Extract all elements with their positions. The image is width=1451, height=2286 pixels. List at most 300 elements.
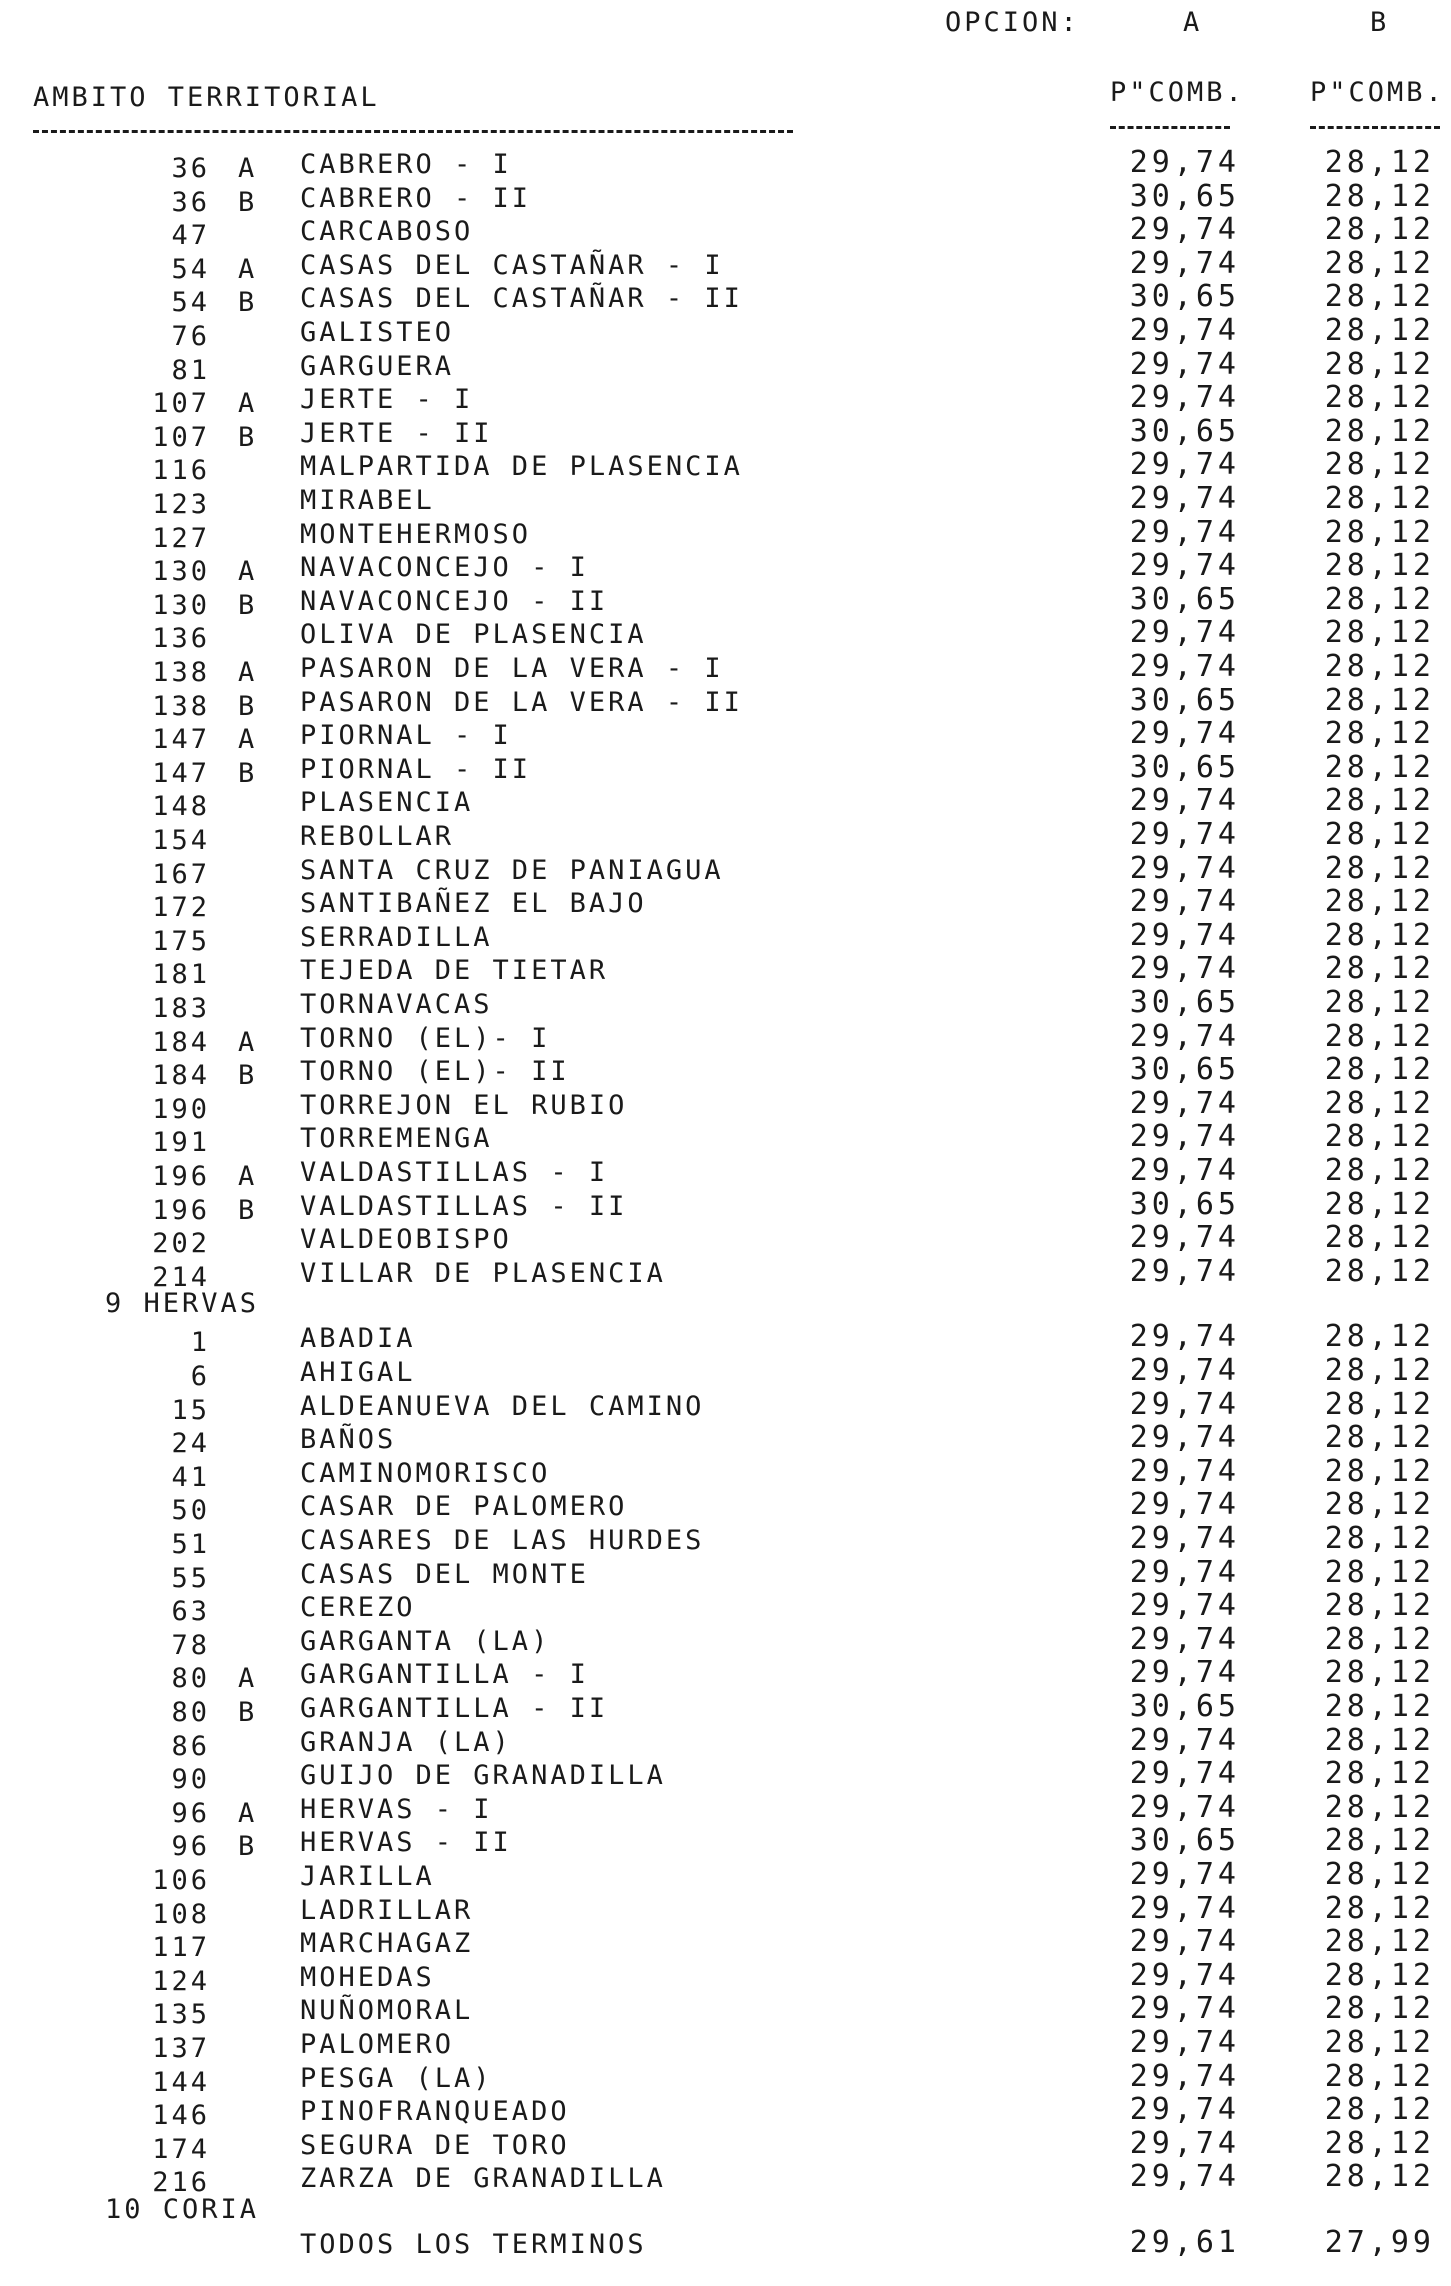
table-row [0,1957,1451,1997]
table-row [0,1722,1451,1762]
row-number: 107 [152,388,210,420]
value-option-b: 28,12 [1324,1588,1435,1624]
row-number: 181 [152,959,210,991]
row-suffix-letter: B [238,1060,258,1092]
value-option-b: 28,12 [1324,1991,1435,2027]
row-number: 135 [152,1999,210,2031]
table-row [0,2024,1451,2064]
value-option-b: 28,12 [1324,1554,1435,1590]
territory-name: GRANJA (LA) [300,1726,512,1758]
table-row [0,245,1451,285]
value-option-b: 28,12 [1324,649,1435,684]
territory-name: MOHEDAS [300,1961,435,1993]
column-a-heading: P"COMB. [1110,77,1245,108]
column-a-underline [1110,126,1230,129]
value-option-a: 29,74 [1129,1453,1240,1489]
row-number: 50 [171,1495,210,1527]
row-suffix-letter: A [238,657,258,688]
row-suffix-letter: B [238,186,258,218]
territory-name: VALDEOBISPO [300,1224,512,1256]
value-option-b: 28,12 [1324,1186,1435,1222]
value-option-a: 29,74 [1129,1487,1240,1523]
value-option-b: 28,12 [1324,1253,1435,1289]
row-number: 81 [171,354,210,386]
territory-name: ALDEANUEVA DEL CAMINO [300,1390,705,1422]
table-row [0,1621,1451,1661]
value-option-b: 28,12 [1324,279,1435,315]
territory-name: SERRADILLA [300,921,493,953]
value-option-b: 28,12 [1324,1352,1435,1388]
value-option-a: 29,74 [1129,548,1240,584]
table-row [0,716,1451,756]
ambito-territorial-heading: AMBITO TERRITORIAL [33,82,380,113]
row-number: 147 [152,724,210,756]
value-option-b: 28,12 [1324,2159,1435,2195]
value-option-a: 29,74 [1129,1085,1240,1121]
value-option-b: 28,12 [1324,380,1435,416]
table-row [0,1119,1451,1159]
table-row [0,1554,1451,1594]
value-option-a: 29,74 [1129,1621,1240,1657]
table-row [0,346,1451,386]
row-number: 137 [152,2032,210,2064]
row-number: 116 [152,455,210,487]
territory-name: NUÑOMORAL [300,1995,474,2027]
value-option-b: 28,12 [1324,917,1435,953]
table-row [0,581,1451,621]
territory-name: PALOMERO [300,2028,455,2060]
table-row [0,481,1451,520]
value-option-b: 28,12 [1324,145,1435,180]
table-row [0,615,1451,655]
value-option-b: 28,12 [1324,178,1435,214]
territory-name: TORNO (EL)- I [300,1022,551,1054]
value-option-a: 30,65 [1129,682,1240,718]
table-row [0,1823,1451,1863]
territory-name: CEREZO [300,1592,416,1624]
territory-name: PINOFRANQUEADO [300,2096,570,2128]
territory-name: PLASENCIA [300,787,474,819]
table-row [0,1688,1451,1728]
table-row [0,1220,1451,1260]
value-option-b: 28,12 [1324,212,1435,248]
row-suffix-letter: A [238,153,258,184]
value-option-a: 29,74 [1129,783,1240,819]
value-option-a: 29,74 [1129,346,1240,382]
table-row [0,1655,1451,1695]
value-option-b: 28,12 [1324,481,1435,516]
column-b-underline [1310,126,1440,129]
value-option-b: 27,99 [1324,2224,1435,2260]
value-option-b: 28,12 [1324,2058,1435,2094]
value-option-b: 28,12 [1324,817,1435,852]
value-option-b: 28,12 [1324,850,1435,886]
value-option-a: 29,74 [1129,615,1240,651]
row-number: 51 [171,1528,210,1560]
value-option-b: 28,12 [1324,1957,1435,1993]
value-option-a: 29,74 [1129,1018,1240,1054]
territory-name: GARGANTILLA - II [300,1692,609,1724]
territory-name: GARGUERA [300,350,455,382]
territory-name: SANTIBAÑEZ EL BAJO [300,888,647,920]
value-option-a: 29,74 [1129,1153,1240,1188]
value-option-b: 28,12 [1324,2092,1435,2128]
row-suffix-letter: B [238,589,258,621]
territory-name: REBOLLAR [300,821,455,852]
row-number: 96 [171,1797,210,1829]
value-option-a: 29,74 [1129,1991,1240,2027]
table-row [0,649,1451,688]
value-option-a: 29,74 [1129,1890,1240,1926]
table-row [0,817,1451,856]
row-suffix-letter: A [238,1663,258,1695]
table-row [0,1319,1451,1359]
opcion-label: OPCION: [945,7,1080,38]
table-row [0,2224,1451,2262]
table-row [0,313,1451,352]
territory-name: CABRERO - II [300,182,532,214]
value-option-b: 28,12 [1324,1386,1435,1422]
territory-name: GARGANTA (LA) [300,1625,551,1657]
value-option-a: 29,74 [1129,1655,1240,1691]
row-number: 130 [152,589,210,621]
value-option-b: 28,12 [1324,951,1435,987]
row-suffix-letter: B [238,421,258,453]
table-row [0,1018,1451,1058]
value-option-b: 28,12 [1324,716,1435,752]
row-number: 24 [171,1428,210,1460]
row-number: 124 [152,1965,210,1997]
value-option-a: 29,74 [1129,447,1240,483]
value-option-b: 28,12 [1324,548,1435,584]
value-option-a: 29,74 [1129,1856,1240,1892]
table-row [0,749,1451,789]
territory-name: BAÑOS [300,1424,397,1456]
value-option-a: 30,65 [1129,1688,1240,1724]
table-row [0,1588,1451,1628]
territory-name: MARCHAGAZ [300,1928,474,1960]
value-option-a: 29,74 [1129,817,1240,852]
territory-name: CASARES DE LAS HURDES [300,1524,705,1556]
table-row [0,1453,1451,1493]
territory-name: LADRILLAR [300,1894,474,1926]
row-number: 6 [190,1360,210,1392]
table-row [0,1991,1451,2031]
row-suffix-letter: B [238,287,258,319]
table-row [0,548,1451,588]
row-number: 96 [171,1831,210,1863]
value-option-b: 28,12 [1324,1823,1435,1859]
row-number: 55 [171,1562,210,1594]
territory-name: TORREJON EL RUBIO [300,1089,628,1121]
table-row [0,145,1451,184]
territory-name: SANTA CRUZ DE PANIAGUA [300,854,724,886]
value-option-b: 28,12 [1324,1621,1435,1657]
value-option-b: 28,12 [1324,1520,1435,1556]
value-option-b: 28,12 [1324,1119,1435,1155]
value-option-a: 29,74 [1129,1924,1240,1960]
table-row [0,884,1451,924]
value-option-a: 29,74 [1129,145,1240,180]
value-option-a: 29,61 [1129,2224,1240,2260]
row-number: 136 [152,623,210,655]
table-row [0,951,1451,991]
row-number: 36 [171,186,210,218]
row-number: 147 [152,757,210,789]
territory-name: TORREMENGA [300,1123,493,1155]
territory-name: ZARZA DE GRANADILLA [300,2163,666,2195]
territory-name: PESGA (LA) [300,2062,493,2094]
table-row [0,985,1451,1024]
row-number: 138 [152,690,210,722]
opcion-a-label: A [1183,7,1203,38]
value-option-b: 28,12 [1324,884,1435,920]
value-option-b: 28,12 [1324,245,1435,281]
value-option-b: 28,12 [1324,2024,1435,2060]
row-number: 172 [152,892,210,924]
table-row [0,2159,1451,2199]
value-option-b: 28,12 [1324,1453,1435,1489]
territory-name: PASARON DE LA VERA - I [300,653,724,684]
value-option-a: 30,65 [1129,279,1240,315]
territory-name: MONTEHERMOSO [300,518,532,550]
territory-name: CARCABOSO [300,216,474,248]
value-option-a: 29,74 [1129,917,1240,953]
value-option-a: 29,74 [1129,2058,1240,2094]
row-number: 184 [152,1026,210,1058]
table-row [0,413,1451,453]
value-option-a: 29,74 [1129,1756,1240,1792]
row-number: 80 [171,1696,210,1728]
territory-name: VILLAR DE PLASENCIA [300,1257,666,1289]
table-row [0,1186,1451,1226]
value-option-b: 28,12 [1324,1153,1435,1188]
territory-name: TODOS LOS TERMINOS [300,2228,647,2260]
value-option-b: 28,12 [1324,1487,1435,1523]
value-option-b: 28,12 [1324,313,1435,348]
value-option-b: 28,12 [1324,1688,1435,1724]
value-option-b: 28,12 [1324,1856,1435,1892]
table-row [0,212,1451,252]
territory-name: AHIGAL [300,1356,416,1388]
value-option-a: 30,65 [1129,749,1240,785]
row-suffix-letter: A [238,388,258,420]
value-option-b: 28,12 [1324,1890,1435,1926]
territory-name: JERTE - II [300,417,493,449]
value-option-b: 28,12 [1324,581,1435,617]
value-option-a: 29,74 [1129,212,1240,248]
table-row [0,1253,1451,1293]
value-option-a: 29,74 [1129,1319,1240,1355]
row-number: 106 [152,1864,210,1896]
territory-name: HERVAS - I [300,1793,493,1825]
territory-name: GARGANTILLA - I [300,1659,589,1691]
value-option-b: 28,12 [1324,1420,1435,1456]
group-label: 10 CORIA [105,2193,260,2225]
row-number: 216 [152,2167,210,2199]
territory-name: VALDASTILLAS - I [300,1157,609,1188]
value-option-a: 29,74 [1129,2159,1240,2195]
territory-name: MALPARTIDA DE PLASENCIA [300,451,743,483]
value-option-b: 28,12 [1324,985,1435,1020]
territory-name: JERTE - I [300,384,474,416]
row-number: 148 [152,791,210,823]
value-option-a: 30,65 [1129,1186,1240,1222]
table-row [0,514,1451,554]
value-option-a: 29,74 [1129,1789,1240,1825]
territory-name: GUIJO DE GRANADILLA [300,1760,666,1792]
territory-name: NAVACONCEJO - II [300,585,609,617]
value-option-a: 29,74 [1129,1722,1240,1758]
row-number: 191 [152,1127,210,1159]
row-number: 183 [152,993,210,1024]
value-option-a: 29,74 [1129,380,1240,416]
value-option-b: 28,12 [1324,682,1435,718]
value-option-a: 30,65 [1129,581,1240,617]
table-row [0,380,1451,420]
value-option-a: 29,74 [1129,2092,1240,2128]
territory-name: MIRABEL [300,485,435,516]
row-number: 144 [152,2066,210,2098]
table-row [0,447,1451,487]
value-option-a: 30,65 [1129,178,1240,214]
value-option-b: 28,12 [1324,514,1435,550]
value-option-a: 29,74 [1129,481,1240,516]
row-number: 108 [152,1898,210,1930]
row-number: 184 [152,1060,210,1092]
row-suffix-letter: B [238,1194,258,1226]
table-row [0,2058,1451,2098]
table-row [0,1924,1451,1964]
row-suffix-letter: B [238,1831,258,1863]
territory-name: CABRERO - I [300,149,512,180]
territory-name: CASAS DEL CASTAÑAR - I [300,249,724,281]
row-number: 167 [152,858,210,890]
row-number: 1 [190,1327,210,1359]
table-row [0,1085,1451,1125]
table-row [0,178,1451,218]
value-option-b: 28,12 [1324,1924,1435,1960]
row-suffix-letter: A [238,253,258,285]
column-b-heading: P"COMB. [1310,77,1445,108]
table-row [0,1487,1451,1527]
value-option-a: 29,74 [1129,1520,1240,1556]
value-option-a: 29,74 [1129,1253,1240,1289]
row-number: 130 [152,556,210,588]
table-row [0,850,1451,890]
opcion-b-label: B [1370,7,1390,38]
value-option-b: 28,12 [1324,749,1435,785]
ambito-underline [33,130,793,133]
row-number: 154 [152,825,210,856]
territory-name: PASARON DE LA VERA - II [300,686,743,718]
value-option-a: 29,74 [1129,716,1240,752]
row-number: 80 [171,1663,210,1695]
value-option-b: 28,12 [1324,783,1435,819]
value-option-a: 29,74 [1129,2125,1240,2161]
territory-name: VALDASTILLAS - II [300,1190,628,1222]
table-row [0,682,1451,722]
value-option-a: 29,74 [1129,850,1240,886]
value-option-b: 28,12 [1324,1319,1435,1355]
value-option-a: 30,65 [1129,985,1240,1020]
territory-name: CASAR DE PALOMERO [300,1491,628,1523]
row-number: 127 [152,522,210,554]
value-option-b: 28,12 [1324,346,1435,382]
territory-name: TORNO (EL)- II [300,1056,570,1088]
row-number: 47 [171,220,210,252]
row-number: 15 [171,1394,210,1426]
value-option-a: 29,74 [1129,2024,1240,2060]
row-number: 117 [152,1932,210,1964]
table-row [0,1789,1451,1829]
table-row [0,783,1451,823]
territory-name: CASAS DEL MONTE [300,1558,589,1590]
territory-name: OLIVA DE PLASENCIA [300,619,647,651]
row-number: 175 [152,925,210,957]
value-option-a: 29,74 [1129,1220,1240,1256]
value-option-a: 29,74 [1129,1554,1240,1590]
value-option-a: 29,74 [1129,514,1240,550]
row-number: 41 [171,1461,210,1493]
value-option-b: 28,12 [1324,615,1435,651]
row-number: 196 [152,1161,210,1192]
value-option-a: 29,74 [1129,951,1240,987]
table-row [0,1352,1451,1392]
value-option-a: 30,65 [1129,1823,1240,1859]
row-number: 196 [152,1194,210,1226]
territory-name: CASAS DEL CASTAÑAR - II [300,283,743,315]
table-row [0,1520,1451,1560]
group-label: 9 HERVAS [105,1288,260,1320]
value-option-b: 28,12 [1324,1789,1435,1825]
territory-name: GALISTEO [300,317,455,348]
territory-name: TORNAVACAS [300,989,493,1020]
value-option-a: 29,74 [1129,1957,1240,1993]
territory-name: SEGURA DE TORO [300,2129,570,2161]
territory-name: HERVAS - II [300,1827,512,1859]
territory-name: PIORNAL - I [300,720,512,752]
territory-name: PIORNAL - II [300,753,532,785]
row-number: 36 [171,153,210,184]
row-suffix-letter: A [238,1161,258,1192]
row-number: 138 [152,657,210,688]
row-suffix-letter: B [238,1696,258,1728]
territory-name: CAMINOMORISCO [300,1457,551,1489]
value-option-b: 28,12 [1324,1655,1435,1691]
value-option-a: 29,74 [1129,1420,1240,1456]
value-option-a: 29,74 [1129,313,1240,348]
table-row [0,2125,1451,2165]
row-number: 86 [171,1730,210,1762]
table-row [0,917,1451,957]
table-row [0,1890,1451,1930]
table-row [0,1756,1451,1796]
value-option-a: 29,74 [1129,884,1240,920]
value-option-a: 29,74 [1129,1386,1240,1422]
value-option-b: 28,12 [1324,413,1435,449]
row-number: 202 [152,1228,210,1260]
row-suffix-letter: A [238,1026,258,1058]
value-option-b: 28,12 [1324,1756,1435,1792]
value-option-b: 28,12 [1324,1220,1435,1256]
row-suffix-letter: A [238,1797,258,1829]
table-row [0,1856,1451,1896]
value-option-b: 28,12 [1324,1722,1435,1758]
row-suffix-letter: A [238,724,258,756]
row-number: 63 [171,1596,210,1628]
value-option-b: 28,12 [1324,2125,1435,2161]
